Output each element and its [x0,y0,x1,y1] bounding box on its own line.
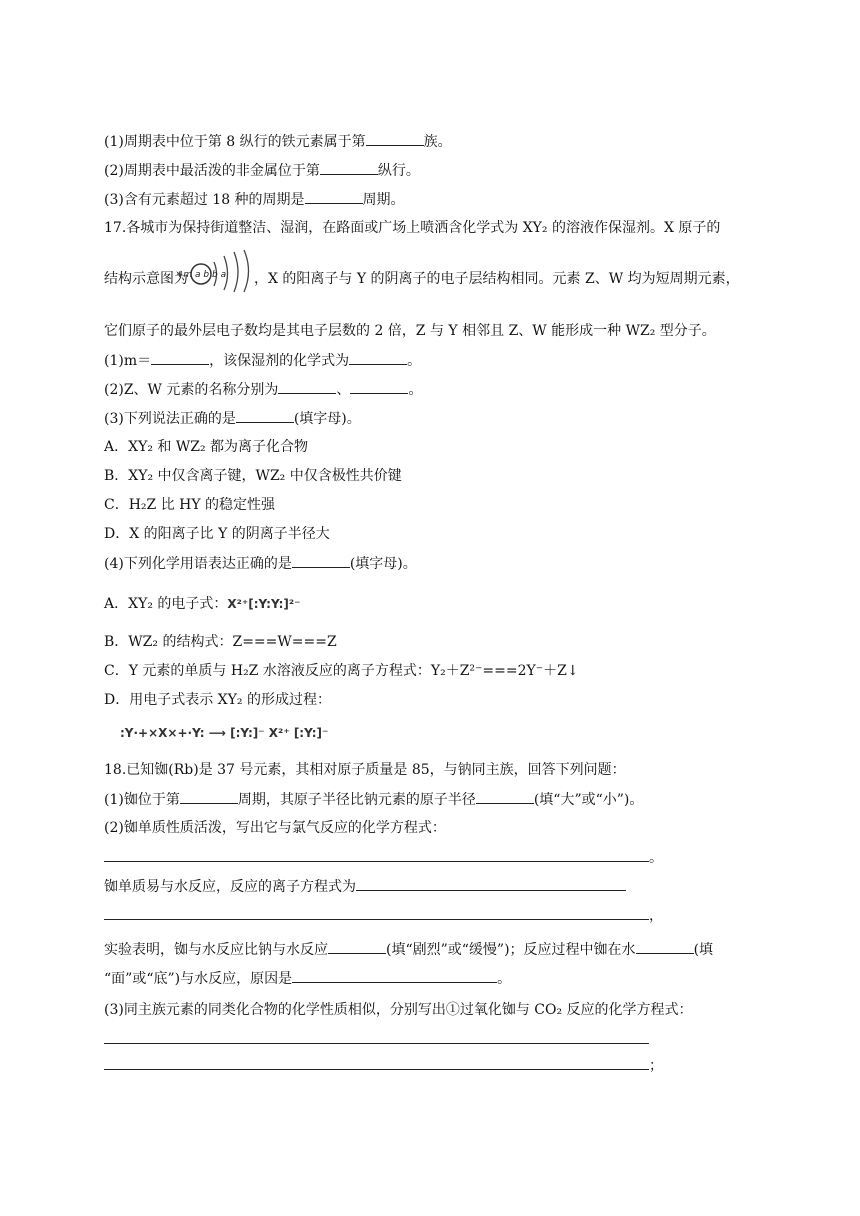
answer-blank[interactable] [292,553,350,568]
atom-label: +m a b b a [175,270,227,280]
q17-part4-option-b: B．WZ₂ 的结构式：Z===W===Z [104,634,337,650]
answer-blank[interactable] [350,379,408,394]
q17-part2: (2)Z、W 元素的名称分别为 、 。 [104,379,422,400]
answer-blank[interactable] [278,379,336,394]
q16-part1: (1)周期表中位于第 8 纵行的铁元素属于第 族。 [104,131,452,152]
q17-part3: (3)下列说法正确的是 (填字母)。 [104,408,361,429]
q17-option-c: C．H₂Z 比 HY 的稳定性强 [104,497,276,513]
q16-part3: (3)含有元素超过 18 种的周期是 周期。 [104,189,405,210]
q17-stem-line1: 17.各城市为保持街道整洁、湿润，在路面或广场上喷洒含化学式为 XY₂ 的溶液作保湿剂。X 原子的 [104,220,721,236]
q18-stem: 18.已知铷(Rb)是 37 号元素，其相对原子质量是 85，与钠同主族，回答下列问题： [104,762,626,778]
q18-part1: (1)铷位于第 周期，其原子半径比钠元素的原子半径 (填“大”或“小”)。 [104,789,643,810]
q17-part4-option-a: A．XY₂ 的电子式：X²⁺[:Y:Y:]²⁻ [104,596,301,612]
q17-option-d: D．X 的阳离子比 Y 的阴离子半径大 [104,526,330,542]
answer-blank[interactable] [305,189,363,204]
answer-blank[interactable] [320,160,378,175]
q18-answer-line-2: ， [104,905,663,926]
answer-line[interactable] [104,847,649,862]
answer-line[interactable] [104,905,649,920]
q18-part2: (2)铷单质性质活泼，写出它与氯气反应的化学方程式： [104,820,446,836]
q17-stem-line2: 结构示意图为 +m a b b a ，X 的阳离子与 Y 的阴离子的电子层结构相同。元素 Z、W 均为短周期元素， [104,268,740,290]
answer-blank[interactable] [151,350,209,365]
answer-blank[interactable] [180,789,238,804]
q18-answer-line-4: ； [104,1055,663,1076]
q16-part2: (2)周期表中最活泼的非金属位于第 纵行。 [104,160,420,181]
answer-line[interactable] [356,876,626,891]
q17-part4-option-c: C．Y 元素的单质与 H₂Z 水溶液反应的离子方程式：Y₂＋Z²⁻===2Y⁻＋Z↓ [104,663,579,679]
q17-stem-line3: 它们原子的最外层电子数均是其电子层数的 2 倍，Z 与 Y 相邻且 Z、W 能形成一种 WZ₂ 型分子。 [104,323,716,339]
q18-part3: (3)同主族元素的同类化合物的化学性质相似，分别写出①过氧化铷与 CO₂ 反应的化学方程式： [104,1002,693,1018]
q17-option-a: A．XY₂ 和 WZ₂ 都为离子化合物 [104,439,309,455]
answer-blank[interactable] [328,939,386,954]
answer-blank[interactable] [292,968,497,983]
answer-blank[interactable] [366,131,424,146]
answer-blank[interactable] [236,408,294,423]
atom-structure-diagram [175,268,254,290]
q18-answer-line-3 [104,1029,649,1050]
q17-part4-option-d: D．用电子式表示 XY₂ 的形成过程： [104,692,331,708]
answer-blank[interactable] [476,789,534,804]
answer-blank[interactable] [636,939,694,954]
q18-answer-line-1: 。 [104,847,663,868]
answer-line[interactable] [104,1055,649,1070]
q17-part4: (4)下列化学用语表达正确的是 (填字母)。 [104,553,417,574]
q18-part2-experiment: 实验表明，铷与水反应比钠与水反应 (填“剧烈”或“缓慢”)；反应过程中铷在水 (填 [104,939,713,960]
q17-part1: (1)m＝ ，该保湿剂的化学式为 。 [104,350,421,371]
formation-process-image: :Y·+×X×+·Y: ⟶ [:Y:]⁻ X²⁺ [:Y:]⁻ [120,726,329,740]
electron-formula-image: X²⁺[:Y:Y:]²⁻ [227,597,301,611]
answer-line[interactable] [104,1029,649,1044]
q18-part2-water: 铷单质易与水反应，反应的离子方程式为 [104,876,626,897]
answer-blank[interactable] [349,350,407,365]
q17-option-b: B．XY₂ 中仅含离子键，WZ₂ 中仅含极性共价键 [104,468,402,484]
q18-part2-reason: “面”或“底”)与水反应，原因是 。 [104,968,511,989]
